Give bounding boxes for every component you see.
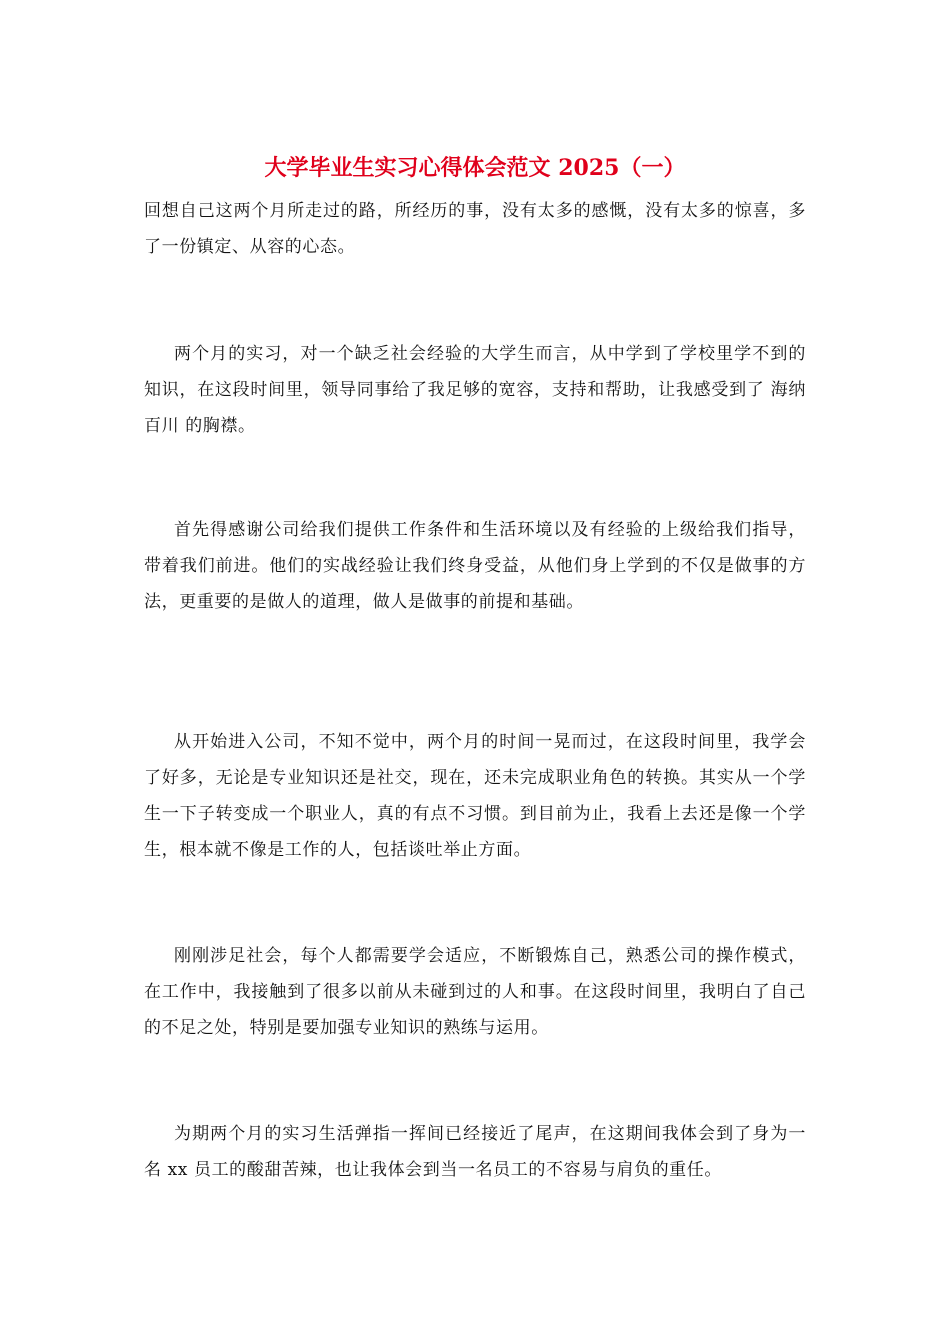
paragraph-3: 首先得感谢公司给我们提供工作条件和生活环境以及有经验的上级给我们指导，带着我们前进。他们的实战经验让我们终身受益，从他们身上学到的不仅是做事的方法，更重要的是做人的道理，做人是做事的前提和基础。 xyxy=(144,520,806,612)
paragraph-6: 为期两个月的实习生活弹指一挥间已经接近了尾声，在这期间我体会到了身为一名 xx 员工的酸甜苦辣，也让我体会到当一名员工的不容易与肩负的重任。 xyxy=(144,1124,806,1180)
document-title: 大学毕业生实习心得体会范文 2025（一） xyxy=(264,155,686,181)
paragraph-2: 两个月的实习，对一个缺乏社会经验的大学生而言，从中学到了学校里学不到的知识，在这段时间里，领导同事给了我足够的宽容，支持和帮助，让我感受到了 海纳百川 的胸襟。 xyxy=(144,344,806,436)
paragraph-4: 从开始进入公司，不知不觉中，两个月的时间一晃而过，在这段时间里，我学会了好多，无论是专业知识还是社交，现在，还未完成职业角色的转换。其实从一个学生一下子转变成一个职业人，真的有点不习惯。到目前为止，我看上去还是像一个学生，根本就不像是工作的人，包括谈吐举止方面。 xyxy=(144,732,806,860)
paragraph-5: 刚刚涉足社会，每个人都需要学会适应，不断锻炼自己，熟悉公司的操作模式，在工作中，我接触到了很多以前从未碰到过的人和事。在这段时间里，我明白了自己的不足之处，特别是要加强专业知识的熟练与运用。 xyxy=(144,946,806,1038)
paragraph-1: 回想自己这两个月所走过的路，所经历的事，没有太多的感慨，没有太多的惊喜，多了一份镇定、从容的心态。 xyxy=(144,201,806,257)
